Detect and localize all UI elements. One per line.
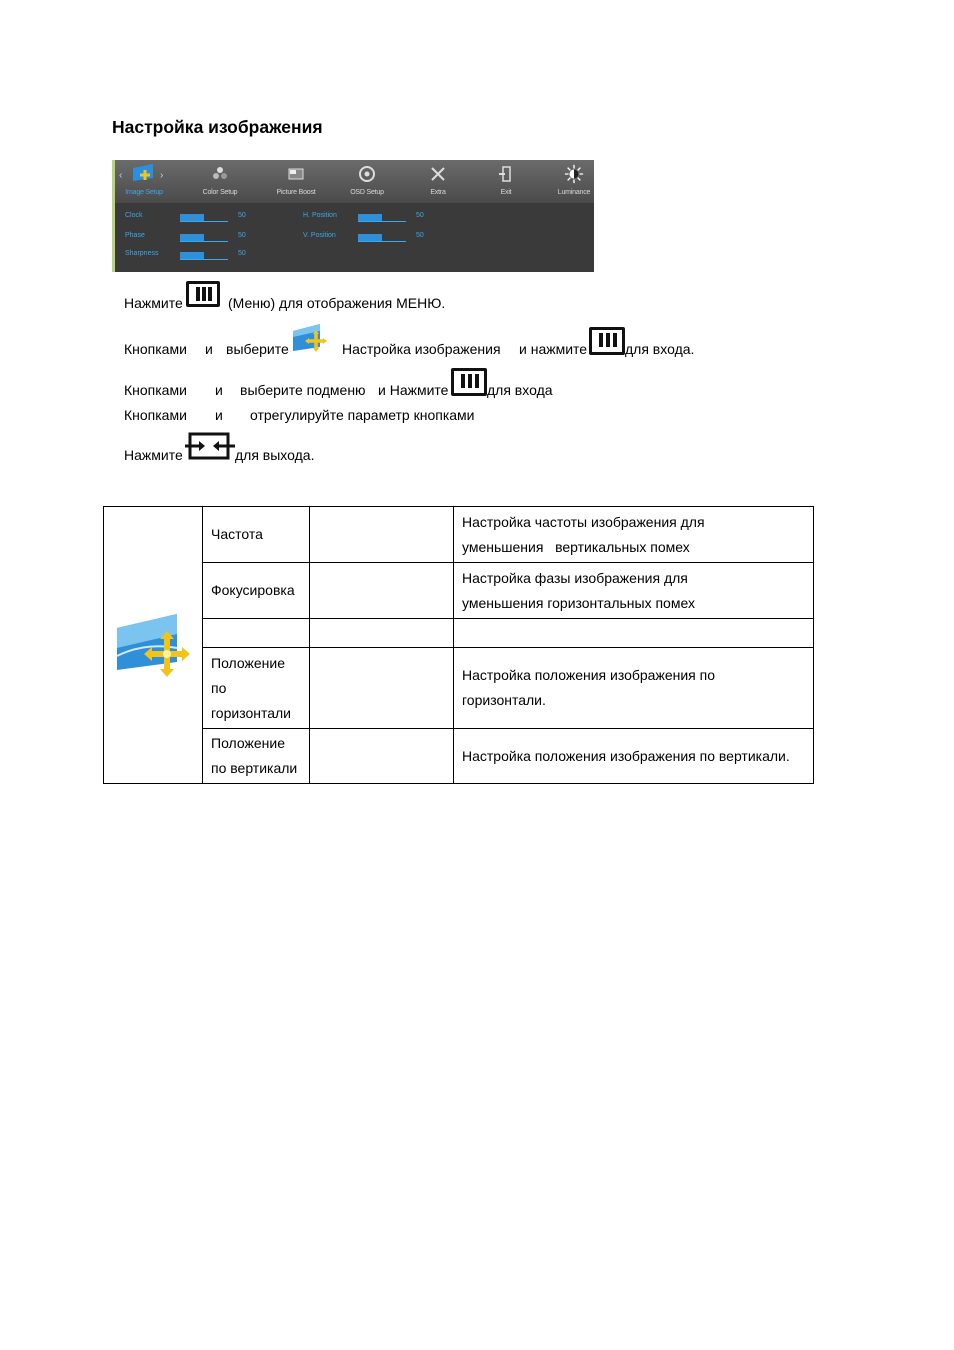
osd-tab-color-setup: [185, 164, 255, 196]
instruction-text: выберите подменю: [240, 382, 366, 398]
table-cell-description: [454, 507, 814, 563]
table-cell-parameter: [203, 507, 310, 563]
table-cell-parameter: [203, 648, 310, 729]
osd-tab-bar: [115, 160, 594, 203]
instruction-text: Кнопками: [124, 341, 187, 357]
table-cell-description: [454, 563, 814, 619]
table-cell-description: [454, 648, 814, 729]
table-cell-range: [310, 729, 454, 784]
table-cell-range: [310, 619, 454, 648]
osd-tab-extra: [403, 164, 473, 196]
parameter-name: Положение: [211, 735, 285, 751]
table-cell-description: [454, 729, 814, 784]
instruction-text: для входа: [487, 382, 553, 398]
parameter-name: Положение: [211, 654, 285, 671]
settings-table: [103, 506, 814, 784]
osd-slider: [358, 214, 406, 222]
exit-button-icon: [185, 431, 235, 461]
instruction-text: для выхода.: [235, 447, 315, 463]
osd-item-value: 50: [416, 212, 424, 219]
osd-tab-osd-setup: [332, 164, 402, 196]
osd-item-label: Phase: [125, 232, 145, 239]
osd-slider-fill: [358, 214, 382, 221]
table-row: [104, 729, 814, 784]
description-text: горизонтали.: [462, 692, 546, 708]
osd-item-value: 50: [238, 250, 246, 257]
instruction-text: и: [205, 341, 213, 357]
table-row: [104, 648, 814, 729]
picture-boost-icon: [286, 164, 306, 184]
osd-tab-label: Exit: [500, 189, 512, 196]
image-setup-icon: [292, 323, 330, 353]
osd-item-label: Clock: [125, 212, 143, 219]
osd-slider: [180, 252, 228, 260]
parameter-name: по: [211, 679, 227, 696]
table-cell-description: [454, 619, 814, 648]
osd-tab-exit: [471, 164, 541, 196]
instruction-text: Настройка изображения: [342, 341, 501, 357]
osd-item-label: Sharpness: [125, 250, 159, 257]
osd-tab-label: OSD Setup: [350, 189, 384, 196]
page-title: Настройка изображения: [112, 117, 323, 137]
menu-button-icon: [186, 281, 220, 307]
osd-item-label: V. Position: [303, 232, 336, 239]
instruction-text: выберите: [226, 341, 289, 357]
instruction-text: и: [215, 382, 223, 398]
sun-icon: [563, 164, 585, 184]
image-setup-tab-icon: [131, 164, 157, 184]
osd-tab-image-setup: [112, 164, 179, 196]
description-text: уменьшения горизонтальных помех: [462, 594, 695, 611]
osd-item-value: 50: [238, 232, 246, 239]
table-cell-range: [310, 648, 454, 729]
instruction-text: Кнопками: [124, 407, 187, 423]
parameter-name: Частота: [211, 526, 263, 542]
instruction-text: Кнопками: [124, 382, 187, 398]
instruction-text: Нажмите: [124, 447, 183, 463]
osd-setup-icon: [357, 164, 377, 184]
description-text: Настройка положения изображения по: [462, 667, 715, 683]
table-row: [104, 619, 814, 648]
instruction-text: (Меню) для отображения МЕНЮ.: [228, 295, 446, 311]
instruction-text: и: [215, 407, 223, 423]
osd-tab-label: Luminance: [557, 189, 591, 196]
table-row: [104, 563, 814, 619]
menu-button-icon: [451, 368, 487, 396]
osd-menu-screenshot: [112, 160, 594, 272]
osd-slider-fill: [180, 252, 204, 259]
table-icon-cell: [104, 507, 203, 784]
description-text: Настройка фазы изображения для: [462, 569, 688, 586]
osd-right-arrow-icon: ›: [160, 170, 164, 181]
description-text: Настройка положения изображения по вертикали.: [462, 747, 790, 764]
osd-slider: [180, 214, 228, 222]
instruction-text: для входа.: [625, 341, 695, 357]
parameter-name: [211, 633, 301, 634]
osd-slider-fill: [358, 234, 382, 241]
osd-tab-label: Picture Boost: [276, 189, 316, 196]
osd-tab-label: Image Setup: [125, 189, 163, 196]
extra-tools-icon: [428, 164, 448, 184]
osd-tab-luminance: [539, 164, 594, 196]
color-setup-icon: [210, 164, 230, 184]
osd-tab-label: Color Setup: [202, 189, 238, 196]
description-text: Настройка частоты изображения для: [462, 513, 705, 530]
osd-item-value: 50: [416, 232, 424, 239]
parameter-name: горизонтали: [211, 704, 292, 721]
osd-slider-fill: [180, 234, 204, 241]
image-setup-icon: [115, 612, 191, 678]
osd-slider: [358, 234, 406, 242]
osd-item-value: 50: [238, 212, 246, 219]
table-cell-range: [310, 563, 454, 619]
instruction-text: Нажмите: [124, 295, 183, 311]
osd-slider-fill: [180, 214, 204, 221]
table-row: [104, 507, 814, 563]
parameter-name: по вертикали: [211, 760, 298, 776]
table-cell-parameter: [203, 729, 310, 784]
osd-item-label: H. Position: [303, 212, 337, 219]
instruction-text: отрегулируйте параметр кнопками: [250, 407, 475, 423]
osd-tab-picture-boost: [261, 164, 331, 196]
parameter-name: Фокусировка: [211, 582, 295, 598]
exit-door-icon: [496, 164, 516, 184]
table-cell-range: [310, 507, 454, 563]
osd-tab-label: Extra: [430, 189, 446, 196]
table-cell-parameter: [203, 563, 310, 619]
instruction-text: и нажмите: [519, 341, 588, 357]
table-cell-parameter: [203, 619, 310, 648]
instruction-text: и Нажмите: [378, 382, 449, 398]
menu-button-icon: [589, 327, 625, 355]
osd-slider: [180, 234, 228, 242]
description-text: уменьшения вертикальных помех: [462, 538, 690, 555]
osd-left-arrow-icon: ‹: [119, 170, 123, 181]
